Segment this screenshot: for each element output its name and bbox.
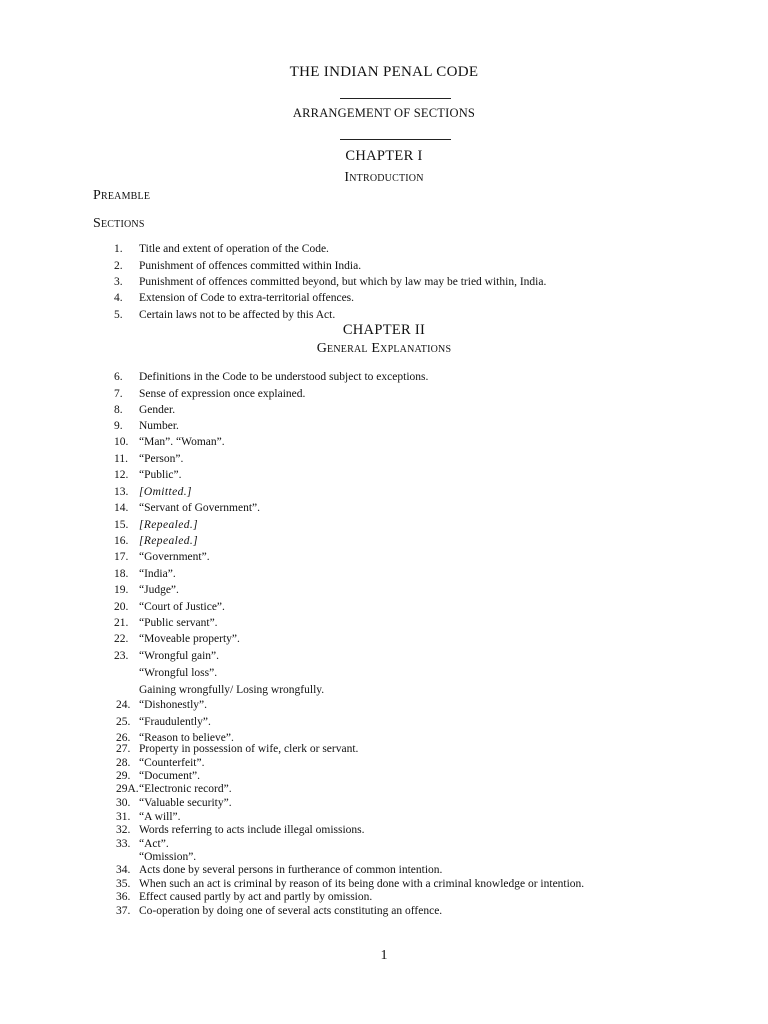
section-entry <box>0 291 700 305</box>
section-number: 29A. <box>116 783 139 795</box>
section-title: “Wrongful gain”. <box>139 650 220 662</box>
section-title: Co-operation by doing one of several acts constituting an offence. <box>139 905 443 917</box>
section-number: 31. <box>116 811 131 823</box>
section-title: “Omission”. <box>139 851 197 863</box>
section-title: “Dishonestly”. <box>139 699 208 711</box>
chapter-2-heading: CHAPTER II <box>342 322 426 338</box>
section-title: “Person”. <box>139 453 184 465</box>
page-number: 1 <box>380 948 388 963</box>
section-title: “Court of Justice”. <box>139 601 225 613</box>
section-entry <box>0 534 700 548</box>
section-number: 34. <box>116 864 131 876</box>
sections-label: Sections <box>93 216 145 231</box>
section-number: 37. <box>116 905 131 917</box>
section-title: “Document”. <box>139 770 200 782</box>
section-title: Punishment of offences committed within India. <box>139 260 362 272</box>
section-title: “Wrongful loss”. <box>139 667 218 679</box>
section-title: “Government”. <box>139 551 210 563</box>
section-number: 26. <box>116 732 131 744</box>
section-entry <box>0 550 700 564</box>
preamble-label: Preamble <box>93 188 151 203</box>
section-entry <box>0 877 700 891</box>
section-number: 2. <box>114 260 123 272</box>
section-number: 1. <box>114 243 123 255</box>
section-entry <box>0 666 700 680</box>
section-entry <box>0 242 700 256</box>
section-number: 5. <box>114 309 123 321</box>
section-title: “A will”. <box>139 811 181 823</box>
section-entry <box>0 501 700 515</box>
section-number: 18. <box>114 568 129 580</box>
section-title: Certain laws not to be affected by this Act. <box>139 309 336 321</box>
section-number: 15. <box>114 519 129 531</box>
section-entry <box>0 715 700 729</box>
section-number: 10. <box>114 436 129 448</box>
section-title: Gaining wrongfully/ Losing wrongfully. <box>139 684 325 696</box>
section-entry <box>0 796 700 810</box>
section-entry <box>0 742 700 756</box>
section-number: 27. <box>116 743 131 755</box>
section-title: “Servant of Government”. <box>139 502 261 514</box>
section-number: 23. <box>114 650 129 662</box>
section-entry <box>0 683 700 697</box>
section-entry <box>0 387 700 401</box>
section-title: Effect caused partly by act and partly by omission. <box>139 891 373 903</box>
section-title: Gender. <box>139 404 176 416</box>
section-title: Punishment of offences committed beyond, but which by law may be tried within, India. <box>139 276 547 288</box>
section-title: Property in possession of wife, clerk or servant. <box>139 743 359 755</box>
section-entry <box>0 259 700 273</box>
section-entry <box>0 863 700 877</box>
section-title: “Man”. “Woman”. <box>139 436 225 448</box>
section-entry <box>0 275 700 289</box>
document-title: THE INDIAN PENAL CODE <box>289 64 479 80</box>
section-number: 25. <box>116 716 131 728</box>
section-entry <box>0 837 700 851</box>
chapter-2-subheading: General Explanations <box>316 341 452 356</box>
section-entry <box>0 403 700 417</box>
section-entry <box>0 850 700 864</box>
chapter-1-subheading: Introduction <box>344 170 424 185</box>
section-title: Title and extent of operation of the Code. <box>139 243 329 255</box>
section-entry <box>0 600 700 614</box>
section-title: “India”. <box>139 568 176 580</box>
section-entry <box>0 782 700 796</box>
section-entry <box>0 308 700 322</box>
section-title: “Counterfeit”. <box>139 757 205 769</box>
section-entry <box>0 810 700 824</box>
section-entry <box>0 567 700 581</box>
section-entry <box>0 823 700 837</box>
section-number: 19. <box>114 584 129 596</box>
section-title: Sense of expression once explained. <box>139 388 306 400</box>
section-title: [Omitted.] <box>139 486 192 498</box>
section-entry <box>0 419 700 433</box>
section-title: When such an act is criminal by reason of its being done with a criminal knowledge or intention. <box>139 878 585 890</box>
section-number: 13. <box>114 486 129 498</box>
section-title: “Judge”. <box>139 584 179 596</box>
section-entry <box>0 485 700 499</box>
section-number: 8. <box>114 404 123 416</box>
section-number: 7. <box>114 388 123 400</box>
section-number: 24. <box>116 699 131 711</box>
section-title: Acts done by several persons in furtherance of common intention. <box>139 864 443 876</box>
section-number: 20. <box>114 601 129 613</box>
section-title: “Reason to believe”. <box>139 732 234 744</box>
section-entry <box>0 756 700 770</box>
section-entry <box>0 583 700 597</box>
section-number: 4. <box>114 292 123 304</box>
section-number: 33. <box>116 838 131 850</box>
section-title: [Repealed.] <box>139 519 199 531</box>
section-entry <box>0 370 700 384</box>
section-number: 9. <box>114 420 123 432</box>
section-number: 17. <box>114 551 129 563</box>
section-title: Number. <box>139 420 179 432</box>
section-number: 12. <box>114 469 129 481</box>
section-title: “Act”. <box>139 838 169 850</box>
subtitle-divider <box>340 139 451 140</box>
section-number: 32. <box>116 824 131 836</box>
section-entry <box>0 769 700 783</box>
section-entry <box>0 468 700 482</box>
section-title: “Public”. <box>139 469 182 481</box>
section-number: 29. <box>116 770 131 782</box>
section-title: [Repealed.] <box>139 535 199 547</box>
chapter-1-heading: CHAPTER I <box>345 148 423 164</box>
section-entry <box>0 890 700 904</box>
section-entry <box>0 452 700 466</box>
section-number: 30. <box>116 797 131 809</box>
section-number: 35. <box>116 878 131 890</box>
section-entry <box>0 904 700 918</box>
section-number: 16. <box>114 535 129 547</box>
section-entry <box>0 518 700 532</box>
section-entry <box>0 435 700 449</box>
section-title: Words referring to acts include illegal omissions. <box>139 824 365 836</box>
section-number: 28. <box>116 757 131 769</box>
section-title: Definitions in the Code to be understood subject to exceptions. <box>139 371 429 383</box>
section-entry <box>0 632 700 646</box>
section-title: “Moveable property”. <box>139 633 240 645</box>
section-title: “Fraudulently”. <box>139 716 211 728</box>
section-number: 36. <box>116 891 131 903</box>
section-number: 6. <box>114 371 123 383</box>
section-entry <box>0 698 700 712</box>
title-divider <box>340 98 451 99</box>
section-number: 14. <box>114 502 129 514</box>
section-entry <box>0 616 700 630</box>
section-title: “Electronic record”. <box>139 783 232 795</box>
section-entry <box>0 649 700 663</box>
section-number: 3. <box>114 276 123 288</box>
section-title: “Valuable security”. <box>139 797 232 809</box>
section-title: Extension of Code to extra-territorial offences. <box>139 292 355 304</box>
section-number: 22. <box>114 633 129 645</box>
section-title: “Public servant”. <box>139 617 218 629</box>
section-number: 21. <box>114 617 129 629</box>
document-subtitle: ARRANGEMENT OF SECTIONS <box>292 106 476 120</box>
section-number: 11. <box>114 453 128 465</box>
